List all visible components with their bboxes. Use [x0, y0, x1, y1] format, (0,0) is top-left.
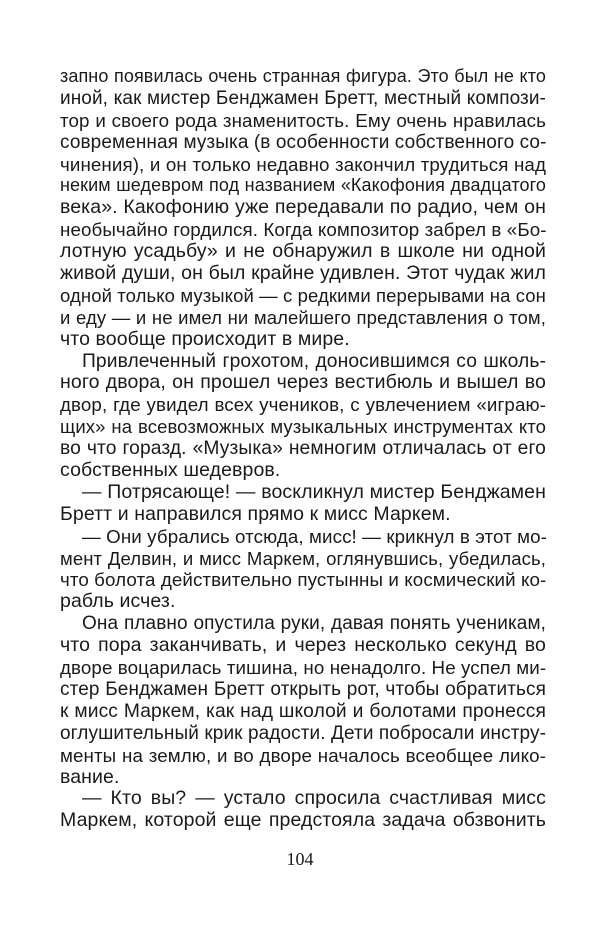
text-line: чинения), и он только недавно закончил трудиться над	[60, 153, 546, 175]
text-line: что болота действительно пустынны и космический ко-	[60, 569, 547, 591]
text-line: запно появилась очень странная фигура. Это был не кто	[60, 66, 546, 86]
text-line: ного двора, он прошел через вестибюль и вышел во	[60, 371, 546, 394]
text-line: вание.	[60, 765, 120, 788]
text-line: иной, как мистер Бенджамен Бретт, местный компози-	[60, 87, 546, 109]
text-line: одной только музыкой — с редкими перерывами на сон	[60, 284, 546, 306]
text-line: — Кто вы? — устало спросила счастливая мисс	[82, 787, 546, 810]
text-line: что вообще происходит в мире.	[60, 327, 350, 350]
text-line: щих» на всевозможных музыкальных инструментах кто	[60, 416, 546, 438]
text-line: Она плавно опустила руки, давая понять ученикам,	[82, 613, 546, 635]
text-line: неким шедевром под названием «Какофония двадцатого	[60, 175, 546, 196]
text-line: Привлеченный грохотом, доносившимся со школь-	[82, 350, 546, 372]
text-line: собственных шедевров.	[60, 459, 281, 482]
text-line: что пора заканчивать, и через несколько секунд во	[60, 634, 546, 657]
text-line: дворе воцарилась тишина, но ненадолго. Не успел ми-	[60, 657, 547, 679]
text-line: рабль исчез.	[60, 590, 176, 613]
page-number: 104	[286, 849, 314, 869]
text-line: — Они убрались отсюда, мисс! — крикнул в этот мо-	[82, 525, 547, 547]
text-line: оглушительный крик радости. Дети побросали инстру-	[60, 722, 547, 744]
text-line: к мисс Маркем, как над школой и болотами пронесся	[60, 700, 546, 722]
text-line: века». Какофонию уже передавали по радио, чем он	[60, 196, 546, 219]
text-line: во что горазд. «Музыка» немногим отличалась от его	[60, 438, 546, 460]
text-line: стер Бенджамен Бретт открыть рот, чтобы обратиться	[60, 678, 546, 700]
text-line: двор, где увидел всех учеников, с увлечением «играю-	[60, 394, 546, 416]
text-line: — Потрясающе! — воскликнул мистер Бенджамен	[82, 480, 546, 503]
text-line: современная музыка (в особенности собственного со-	[60, 131, 547, 153]
text-line: лотную усадьбу» и не обнаружил в школе ни одной	[60, 240, 546, 263]
text-line: и еду — и не имел ни малейшего представления о том,	[60, 306, 546, 328]
text-line: менты на землю, и во дворе началось всеобщее лико-	[60, 744, 546, 766]
text-line: Маркем, которой еще предстояла задача обзвонить	[60, 809, 546, 832]
text-line: живой души, он был крайне удивлен. Этот чудак жил	[60, 262, 546, 285]
text-line: мент Делвин, и мисс Маркем, оглянувшись, убедилась,	[60, 547, 546, 569]
text-line: Бретт и направился прямо к мисс Маркем.	[60, 502, 451, 525]
text-line: необычайно гордился. Когда композитор забрел в «Бо-	[60, 219, 547, 241]
text-line: тор и своего рода знаменитость. Ему очень нравилась	[60, 109, 546, 131]
page-text	[60, 66, 546, 832]
